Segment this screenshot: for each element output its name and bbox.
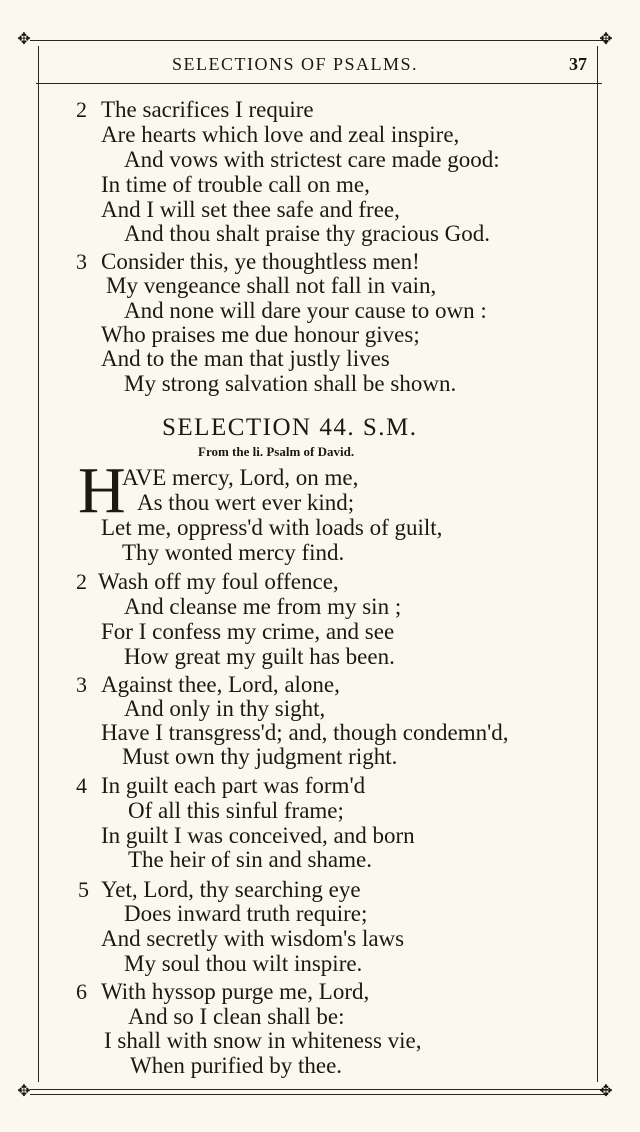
verse-line: My vengeance shall not fall in vain,	[106, 273, 437, 298]
page-number: 37	[569, 54, 587, 74]
verse-line: AVE mercy, Lord, on me,	[122, 465, 359, 490]
stanza-number: 3	[76, 249, 87, 274]
stanza-number: 2	[76, 97, 87, 122]
verse-line: Does inward truth require;	[124, 901, 368, 926]
left-border-rule	[38, 46, 39, 1082]
bottom-inner-rule	[30, 1094, 608, 1095]
verse-line: Are hearts which love and zeal inspire,	[101, 122, 460, 147]
verse-line: And I will set thee safe and free,	[101, 197, 400, 222]
selection-title: SELECTION 44. S.M.	[162, 414, 418, 441]
verse-line: The sacrifices I require	[101, 97, 314, 122]
verse-line: In time of trouble call on me,	[101, 172, 370, 197]
verse-line: Against thee, Lord, alone,	[101, 672, 340, 697]
verse-line: Let me, oppress'd with loads of guilt,	[101, 515, 443, 540]
corner-ornament-icon: ✥	[17, 29, 31, 48]
top-border-rule	[30, 40, 608, 41]
verse-line: In guilt I was conceived, and born	[101, 823, 415, 848]
stanza-number: 3	[76, 672, 87, 697]
right-border-rule	[597, 46, 598, 1082]
verse-line: And thou shalt praise thy gracious God.	[124, 221, 491, 246]
corner-ornament-icon: ✥	[17, 1081, 31, 1100]
verse-line: Wash off my foul offence,	[98, 569, 339, 594]
stanza-number: 6	[76, 979, 87, 1004]
verse-line: How great my guilt has been.	[124, 644, 395, 669]
verse-line: Must own thy judgment right.	[122, 744, 398, 769]
verse-line: And vows with strictest care made good:	[124, 147, 500, 172]
selection-subtitle: From the li. Psalm of David.	[198, 444, 355, 459]
verse-line: Thy wonted mercy find.	[122, 540, 345, 565]
stanza-number: 2	[76, 569, 87, 594]
verse-line: And so I clean shall be:	[128, 1004, 345, 1029]
stanza-number: 4	[76, 773, 87, 798]
verse-line: Consider this, ye thoughtless men!	[101, 249, 420, 274]
stanza-number: 5	[78, 877, 89, 902]
verse-line: Yet, Lord, thy searching eye	[101, 877, 361, 902]
verse-line: I shall with snow in whiteness vie,	[104, 1028, 422, 1053]
verse-line: When purified by thee.	[130, 1053, 343, 1078]
corner-ornament-icon: ✥	[599, 29, 613, 48]
verse-line: In guilt each part was form'd	[101, 773, 366, 798]
verse-line: Of all this sinful frame;	[128, 798, 344, 823]
verse-line: My strong salvation shall be shown.	[124, 371, 457, 396]
verse-line: And secretly with wisdom's laws	[101, 926, 405, 951]
verse-line: And to the man that justly lives	[101, 346, 390, 371]
verse-line: For I confess my crime, and see	[101, 619, 395, 644]
verse-line: And only in thy sight,	[124, 696, 326, 721]
verse-line: As thou wert ever kind;	[137, 490, 355, 515]
drop-cap: H	[78, 454, 126, 527]
verse-line: With hyssop purge me, Lord,	[101, 979, 370, 1004]
verse-line: My soul thou wilt inspire.	[124, 951, 363, 976]
verse-line: The heir of sin and shame.	[128, 847, 372, 872]
corner-ornament-icon: ✥	[599, 1081, 613, 1100]
header-underline-rule	[36, 83, 602, 84]
verse-line: Who praises me due honour gives;	[101, 322, 420, 347]
verse-line: Have I transgress'd; and, though condemn'd,	[101, 720, 509, 745]
bottom-border-rule	[30, 1089, 608, 1090]
verse-line: And none will dare your cause to own :	[124, 298, 487, 323]
running-head: SELECTIONS OF PSALMS.	[172, 54, 419, 74]
verse-line: And cleanse me from my sin ;	[124, 594, 402, 619]
